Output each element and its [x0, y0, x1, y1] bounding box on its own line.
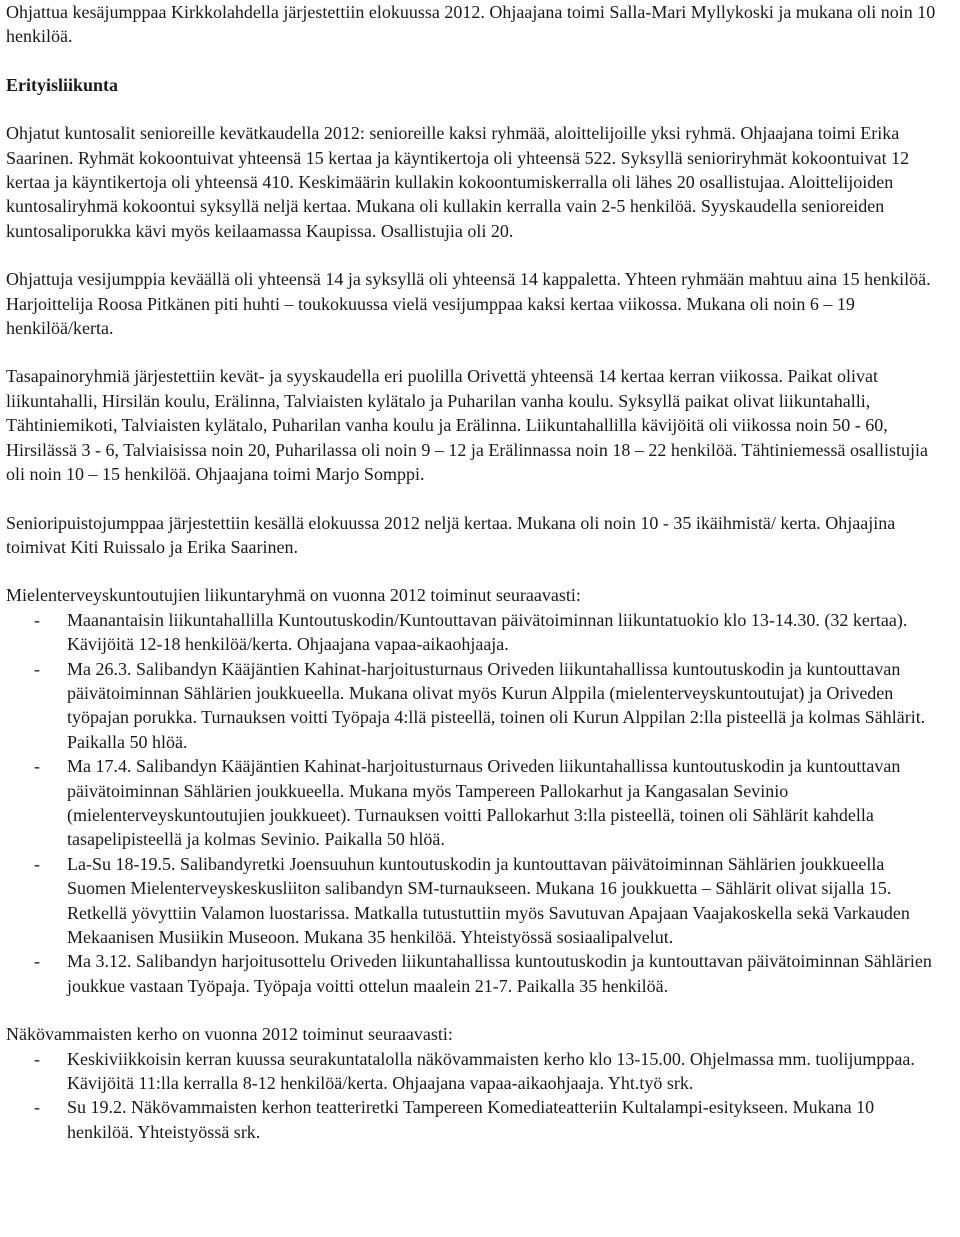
document-page: [6, 0, 940, 1144]
list-item-text: Ma 3.12. Salibandyn harjoitusottelu Oriveden liikuntahallissa kuntoutuskodin ja kuntouttavan päivätoiminnan Sählärien joukkue vastaan Työpaja. Työpaja voitti ottelun maalein 21-7. Paikalla 35 henkilöä.: [67, 951, 932, 996]
list-dash: -: [34, 658, 40, 679]
list-dash: -: [34, 1097, 40, 1118]
spacer: [6, 340, 940, 364]
list-item: [6, 608, 940, 657]
gym-paragraph: Ohjatut kuntosalit senioreille kevätkaudella 2012: senioreille kaksi ryhmää, aloittelijoille yksi ryhmä. Ohjaajana toimi Erika Saarinen. Ryhmät kokoontuivat yhteensä 15 kertaa ja käyntikertoja oli yhteensä 522. Syksyllä senioriryhmät kokoontuivat 12 kertaa ja käyntikertoja oli yhteensä 410. Keskimäärin kullakin kokoontumiskerralla oli lähes 20 osallistujaa. Aloittelijoiden kuntosaliryhmä kokoontui syksyllä neljä kertaa. Mukana oli kullakin kerralla vain 2-5 henkilöä. Syyskaudella senioreiden kuntosaliporukka kävi myös keilaamassa Kaupissa. Osallistujia oli 20.: [6, 123, 910, 241]
intro-paragraph: Ohjattua kesäjumppaa Kirkkolahdella järjestettiin elokuussa 2012. Ohjaajana toimi Salla-Mari Myllykoski ja mukana oli noin 10 henkilöä.: [6, 2, 936, 47]
section-heading: Erityisliikunta: [6, 74, 119, 95]
list-item-text: Ma 17.4. Salibandyn Kääjäntien Kahinat-harjoitusturnaus Oriveden liikuntahallissa kuntoutuskodin ja kuntouttavan päivätoiminnan Sählärien joukkueella. Mukana myös Tampereen Pallokarhut ja Kangasalan Sevinio (mielenterveyskuntoutujien joukkueet). Turnauksen voitti Pallokarhut 3:lla pisteellä, toinen oli Sählärit kahdella tasapelipisteellä ja kolmas Sevinio. Paikalla 50 hlöä.: [67, 756, 901, 850]
visually-impaired-list: [6, 1047, 940, 1145]
mental-health-list: [6, 608, 940, 999]
list-item-text: La-Su 18-19.5. Salibandyretki Joensuuhun kuntoutuskodin ja kuntouttavan päivätoiminnan Sählärien joukkueella Suomen Mielenterveyskeskusliiton salibandyn SM-turnaukseen. Mukana 16 joukkuetta – Sählärit olivat sijalla 15. Retkellä yövyttiin Valamon luostarissa. Matkalla tutustuttiin myös Savutuvan Apajaan Vaajakoskella sekä Varkauden Mekaanisen Musiikin Museoon. Mukana 35 henkilöä. Yhteistyössä sosiaalipalvelut.: [67, 853, 910, 947]
spacer: [6, 559, 940, 583]
list-dash: -: [34, 609, 40, 630]
list-item-text: Ma 26.3. Salibandyn Kääjäntien Kahinat-harjoitusturnaus Oriveden liikuntahallissa kuntoutuskodin ja kuntouttavan päivätoiminnan Sählärien joukkueella. Mukana olivat myös Kurun Alppila (mielenterveyskuntoutujat) ja Oriveden työpajan porukka. Turnauksen voitti Työpaja 4:llä pisteellä, toinen oli Kurun Alppilan 2:lla pisteellä ja kolmas Sählärit. Paikalla 50 hlöä.: [67, 658, 926, 752]
mental-health-intro: Mielenterveyskuntoutujien liikuntaryhmä on vuonna 2012 toiminut seuraavasti:: [6, 585, 581, 606]
list-item: [6, 852, 940, 950]
spacer: [6, 97, 940, 121]
list-dash: -: [34, 853, 40, 874]
list-item: [6, 657, 940, 755]
list-item: [6, 754, 940, 852]
visually-impaired-intro: Näkövammaisten kerho on vuonna 2012 toiminut seuraavasti:: [6, 1024, 453, 1045]
spacer: [6, 243, 940, 267]
balance-paragraph: Tasapainoryhmiä järjestettiin kevät- ja syyskaudella eri puolilla Orivettä yhteensä 14 kertaa kerran viikossa. Paikat olivat liikuntahalli, Hirsilän koulu, Erälinna, Talviaisten kylätalo ja Puharilan vanha koulu. Syksyllä paikat olivat liikuntahalli, Tähtiniemikoti, Talviaisten kylätalo, Puharilan vanha koulu ja Erälinna. Liikuntahallilla kävijöitä oli viikossa noin 50 - 60, Hirsilässä 3 - 6, Talviaisissa noin 20, Puharilassa oli noin 9 – 12 ja Erälinnassa noin 18 – 22 henkilöä. Tähtiniemessä osallistujia oli noin 10 – 15 henkilöä. Ohjaajana toimi Marjo Somppi.: [6, 366, 928, 485]
list-dash: -: [34, 1048, 40, 1069]
list-item: [6, 1047, 940, 1096]
spacer: [6, 998, 940, 1022]
list-item: [6, 1095, 940, 1144]
aqua-paragraph: Ohjattuja vesijumppia keväällä oli yhteensä 14 ja syksyllä oli yhteensä 14 kappaletta. Yhteen ryhmään mahtuu aina 15 henkilöä. Harjoittelija Roosa Pitkänen piti huhti – toukokuussa vielä vesijumppaa kaksi kertaa viikossa. Mukana oli noin 6 – 19 henkilöä/kerta.: [6, 269, 931, 339]
list-item-text: Keskiviikkoisin kerran kuussa seurakuntatalolla näkövammaisten kerho klo 13-15.00. Ohjelmassa mm. tuolijumppaa. Kävijöitä 11:lla kerralla 8-12 henkilöä/kerta. Ohjaajana vapaa-aikaohjaaja. Yht.työ srk.: [67, 1048, 915, 1094]
spacer: [6, 49, 940, 73]
list-dash: -: [34, 756, 40, 777]
list-item: [6, 949, 940, 998]
park-gym-paragraph: Senioripuistojumppaa järjestettiin kesällä elokuussa 2012 neljä kertaa. Mukana oli noin 10 - 35 ikäihmistä/ kerta. Ohjaajina toimivat Kiti Ruissalo ja Erika Saarinen.: [6, 512, 896, 557]
list-item-text: Maanantaisin liikuntahallilla Kuntoutuskodin/Kuntouttavan päivätoiminnan liikuntatuokio klo 13-14.30. (32 kertaa). Kävijöitä 12-18 henkilöä/kerta. Ohjaajana vapaa-aikaohjaaja.: [67, 609, 908, 655]
list-dash: -: [34, 951, 40, 972]
spacer: [6, 487, 940, 511]
list-item-text: Su 19.2. Näkövammaisten kerhon teatteriretki Tampereen Komediateatteriin Kultalampi-esitykseen. Mukana 10 henkilöä. Yhteistyössä srk.: [67, 1097, 875, 1142]
